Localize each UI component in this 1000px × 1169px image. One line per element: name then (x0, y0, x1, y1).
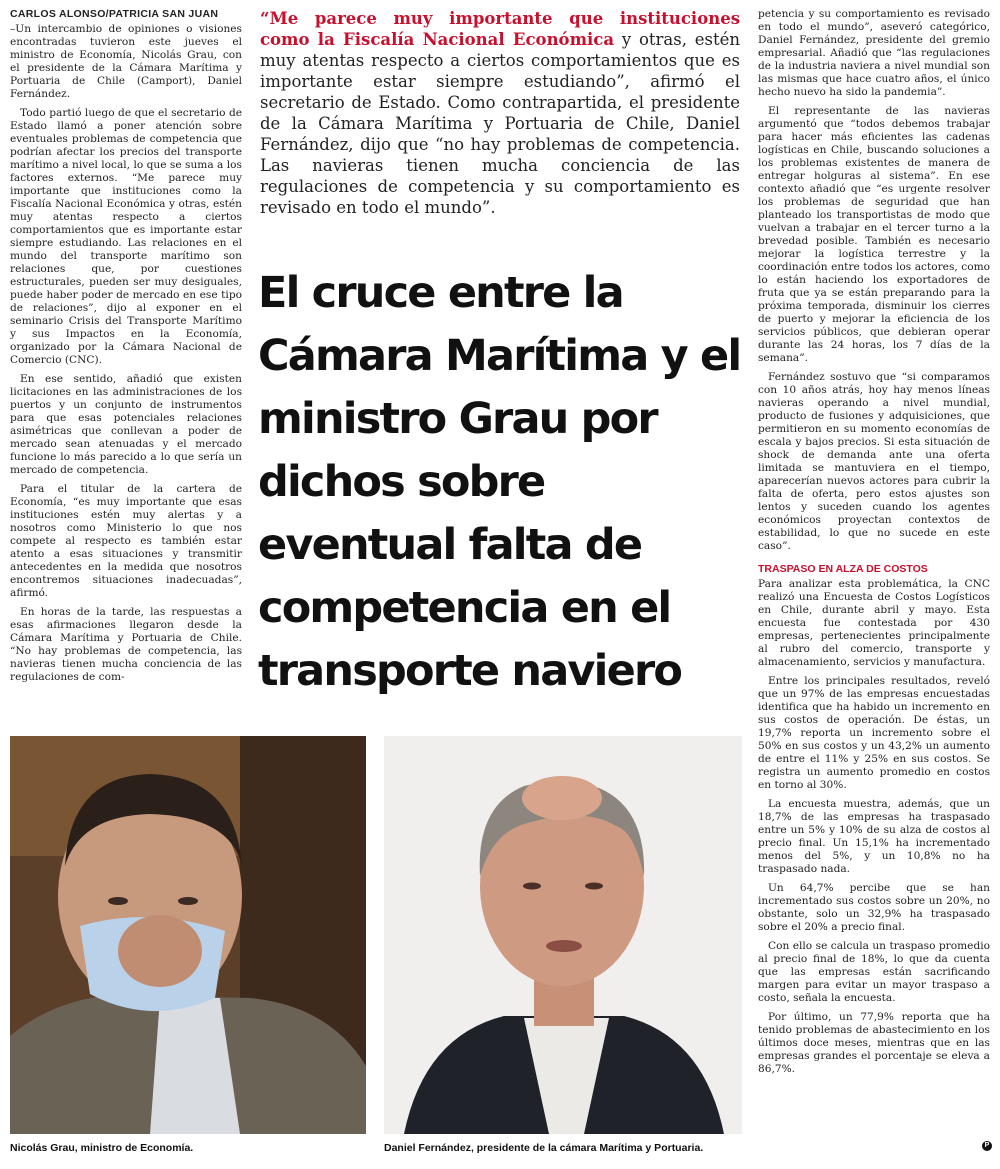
quote-text: y otras, estén muy atentas respecto a ciertos comportamientos que es importante estar siempre estudiando”, afirmó el secretario de Estado. Como contrapartida, el presidente de la Cámara Marítima y Portuaria de Chile, Daniel Fernández, dijo que “no hay problemas de competencia. Las navieras tienen mucha conciencia de las regulaciones de competencia y su comportamiento es revisado en todo el mundo”. (260, 30, 740, 217)
left-body (10, 23, 242, 684)
end-mark-icon: P (982, 1141, 992, 1151)
right-column (758, 8, 990, 1082)
quote-highlight: “Me parece muy importante que instituciones como la Fiscalía Nacional Económica (260, 9, 740, 49)
paragraph: –Un intercambio de opiniones o visiones encontradas tuvieron este jueves el ministro de Economía, Nicolás Grau, con el presidente de la Cámara Marítima y Portuaria de Chile (Camport), Daniel Fernández. (10, 23, 242, 100)
section-subhead: TRASPASO EN ALZA DE COSTOS (758, 563, 928, 575)
pull-quote (260, 8, 740, 218)
paragraph: Todo partió luego de que el secretario de Estado llamó a poner atención sobre eventuales problemas de competencia que podrían afectar los precios del transporte marítimo a nivel local, lo que se suma a los factores externos. “Me parece muy importante que instituciones como la Fiscalía Nacional Económica y otras, estén muy atentas respecto a ciertos comportamientos que es importante estar siempre estudiando. Las relaciones en el mundo del transporte marítimo son relaciones que, por cuestiones estructurales, pueden ser muy desiguales, puede haber poder de mercado en ese tipo de relaciones”, dijo al exponer en el seminario Crisis del Transporte Marítimo y sus Impactos en la Economía, organizado por la Cámara Nacional de Comercio (CNC). (10, 107, 242, 366)
paragraph: Un 64,7% percibe que se han incrementado sus costos sobre un 20%, no obstante, solo un 32,9% ha traspasado sobre el 20% a precio final. (758, 882, 990, 933)
paragraph: En ese sentido, añadió que existen licitaciones en las administraciones de los puertos y un conjunto de instrumentos para que esas potenciales relaciones asimétricas que conllevan a poder de mercado sean atenuadas y el mercado funcione lo más parecido a lo que sería un mercado de competencia. (10, 373, 242, 476)
paragraph: petencia y su comportamiento es revisado en todo el mundo”, aseveró categórico, Daniel Fernández, presidente del gremio empresarial. Añadió que “las regulaciones de la industria naviera a nivel mundial son las mismas que hace cuatro años, el único hecho nuevo ha sido la pandemia”. (758, 8, 990, 98)
right-body-2 (758, 578, 990, 1076)
portrait-illustration (10, 736, 366, 1134)
photo-nicolas-grau (10, 736, 366, 1134)
headline: El cruce entre la Cámara Marítima y el ministro Grau por dichos sobre eventual falta de competencia en el transporte naviero (258, 268, 741, 696)
paragraph: Por último, un 77,9% reporta que ha tenido problemas de abastecimiento en los últimos doce meses, mientras que en las empresas grandes el porcentaje se eleva a 86,7%. (758, 1011, 990, 1075)
byline: CARLOS ALONSO/PATRICIA SAN JUAN (10, 8, 219, 20)
left-column (10, 8, 242, 690)
paragraph: En horas de la tarde, las respuestas a esas afirmaciones llegaron desde la Cámara Marítima y Portuaria de Chile. “No hay problemas de competencia, las navieras tienen mucha conciencia de las regulaciones de com- (10, 606, 242, 683)
paragraph: La encuesta muestra, además, que un 18,7% de las empresas ha traspasado entre un 5% y 10% de su alza de costos al precio final. Un 15,1% ha incrementado menos del 5%, y un 10,8% no ha traspasado nada. (758, 798, 990, 875)
paragraph: Con ello se calcula un traspaso promedio al precio final de 18%, lo que da cuenta que las empresas están sacrificando margen para evitar un mayor traspaso a costo, señala la encuesta. (758, 940, 990, 1004)
paragraph: Para analizar esta problemática, la CNC realizó una Encuesta de Costos Logísticos en Chile, durante abril y mayo. Esta encuesta fue contestada por 430 empresas, pertenecientes principalmente al rubro del comercio, transporte y almacenamiento, servicios y manufactura. (758, 578, 990, 668)
paragraph: Fernández sostuvo que “si comparamos con 10 años atrás, hoy hay menos líneas navieras operando a nivel mundial, producto de fusiones y adquisiciones, que permitieron en su momento economías de escala y bajos precios. Si esta situación de shock de demanda ante una oferta limitada se mantuviera en el tiempo, aparecerían nuevos actores para cubrir la falta de oferta, pero estos ajustes son lentos y suceden cuando los agentes económicos proyectan contextos de estabilidad, lo que no sucede en este caso”. (758, 371, 990, 552)
photo-daniel-fernandez (384, 736, 742, 1134)
paragraph: Para el titular de la cartera de Economía, “es muy importante que esas instituciones estén muy alertas y a nosotros como Ministerio lo que nos compete al respecto es también estar atento a esas situaciones y transmitir antecedentes en la medida que nosotros encontremos situaciones inadecuadas”, afirmó. (10, 483, 242, 599)
portrait-illustration (384, 736, 742, 1134)
photo-caption-fernandez: Daniel Fernández, presidente de la cámara Marítima y Portuaria. (384, 1142, 704, 1154)
paragraph: Entre los principales resultados, reveló que un 97% de las empresas encuestadas identifica que ha habido un incremento en sus costos de operación. De éstas, un 19,7% reporta un incremento sobre el 50% en sus costos y un 43,2% un aumento de entre el 11% y 25% en sus costos. Se registra un aumento promedio en costos en torno al 30%. (758, 675, 990, 791)
right-body (758, 8, 990, 553)
paragraph: El representante de las navieras argumentó que “todos debemos trabajar para hacer más eficientes las cadenas logísticas en Chile, buscando soluciones a los problemas existentes de manera de entregar holguras al sistema”. En ese contexto añadió que “es urgente resolver los problemas de seguridad que han planteado los transportistas de modo que vuelvan a trabajar en el tercer turno a la brevedad posible. También es necesario mejorar la logística terrestre y la coordinación entre todos los actores, como lo están haciendo los exportadores de fruta que ya se están preparando para la próxima temporada, disminuir los cierres de puerto y mejorar la eficiencia de los servicios públicos, que debieran operar durante las 24 horas, los 7 días de la semana”. (758, 105, 990, 364)
photo-caption-grau: Nicolás Grau, ministro de Economía. (10, 1142, 194, 1154)
